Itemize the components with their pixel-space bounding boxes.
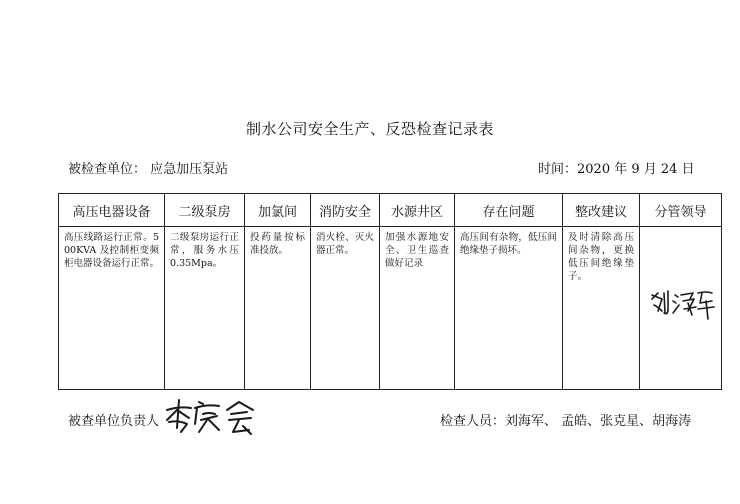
cell-suggestions	[563, 227, 640, 390]
header-chlorination: 加氯间	[245, 194, 311, 227]
cell-problems-text: 高压间有杂物，低压间绝缘垫子损坏。	[460, 232, 557, 256]
cell-high-voltage-text: 高压线路运行正常。500KVA 及控制柜变频柜电器设备运行正常。	[64, 232, 160, 269]
inspected-unit-label: 被检查单位：	[68, 162, 147, 177]
responsible-signature	[163, 398, 261, 436]
table-row	[59, 227, 722, 390]
inspectors-label: 检查人员：	[440, 414, 506, 429]
inspectors	[440, 410, 691, 429]
cell-chlorination-text: 投药量按标准投放。	[250, 232, 305, 256]
responsible-label: 被查单位负责人	[68, 414, 160, 429]
cell-problems	[455, 227, 563, 390]
table-header-row	[59, 194, 722, 227]
inspected-unit-value: 应急加压泵站	[150, 162, 229, 177]
cell-high-voltage	[59, 227, 165, 390]
header-problems: 存在问题	[455, 194, 563, 227]
cell-chlorination	[245, 227, 311, 390]
cell-water-source	[380, 227, 455, 390]
cell-pump-room-text: 二级泵房运行正常，服务水压 0.35Mpa。	[170, 232, 239, 269]
header-leader: 分管领导	[640, 194, 722, 227]
inspection-table	[58, 193, 722, 390]
document-title: 制水公司安全生产、反恐检查记录表	[245, 120, 494, 138]
header-high-voltage: 高压电器设备	[59, 194, 165, 227]
header-pump-room: 二级泵房	[165, 194, 245, 227]
cell-pump-room	[165, 227, 245, 390]
inspectors-names: 刘海军、 孟皓、张克星、胡海涛	[505, 414, 692, 429]
header-suggestions: 整改建议	[563, 194, 640, 227]
cell-fire-safety-text: 消火栓、灭火器正常。	[316, 232, 374, 256]
inspection-time	[538, 158, 695, 177]
header-fire-safety: 消防安全	[311, 194, 380, 227]
cell-leader	[640, 227, 722, 390]
inspected-unit	[68, 158, 228, 177]
cell-fire-safety	[311, 227, 380, 390]
inspection-time-value: 2020 年 9 月 24 日	[577, 162, 695, 177]
leader-signature	[648, 287, 718, 323]
inspection-time-label: 时间：	[538, 162, 578, 177]
cell-suggestions-text: 及时清除高压间杂物，更换低压间绝缘垫子。	[568, 232, 634, 282]
header-water-source: 水源井区	[380, 194, 455, 227]
cell-water-source-text: 加强水源地安全、卫生巡查做好记录	[385, 232, 449, 269]
